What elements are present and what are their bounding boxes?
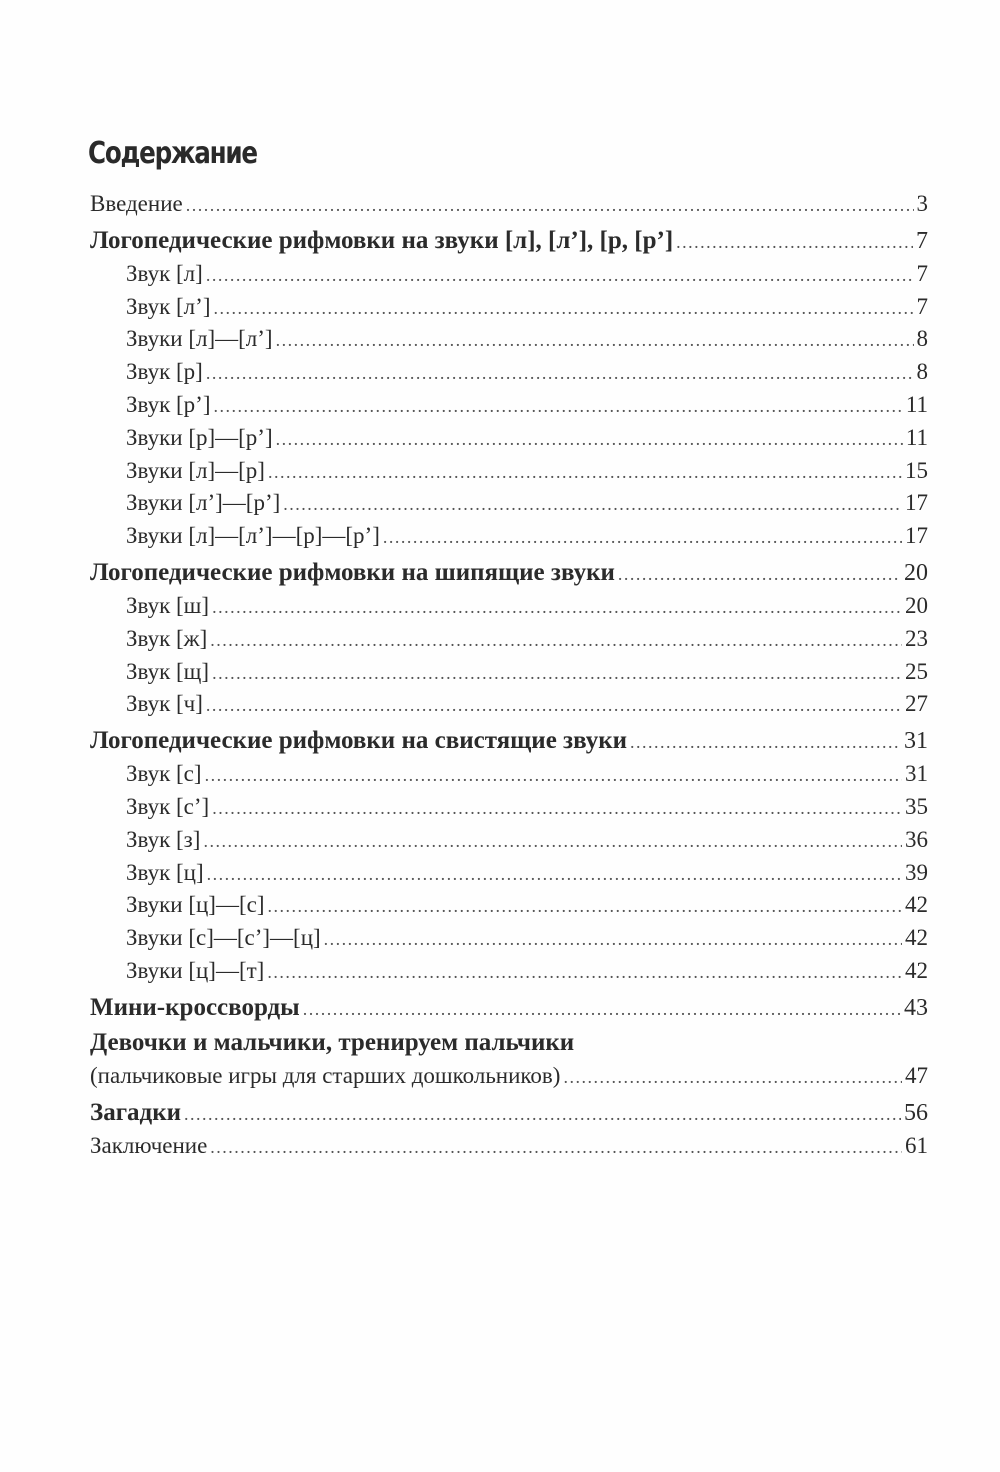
toc-entry-label: Заключение xyxy=(90,1132,208,1158)
toc-page-number: 25 xyxy=(905,658,928,684)
toc-entry xyxy=(90,723,928,758)
dot-leader xyxy=(630,725,901,760)
toc-page-number: 11 xyxy=(905,424,928,450)
toc-entry-label: Логопедические рифмовки на свистящие звуки xyxy=(90,727,628,755)
dot-leader xyxy=(618,557,901,592)
dot-leader xyxy=(267,890,902,923)
dot-leader xyxy=(210,624,902,657)
toc-entry-label: Девочки и мальчики, тренируем пальчики xyxy=(90,1028,575,1056)
dot-leader xyxy=(212,591,902,624)
toc-entry xyxy=(90,922,928,955)
toc-entry-label: Звук [ж] xyxy=(126,625,208,651)
dot-leader xyxy=(268,456,902,489)
toc-entry-label: Логопедические рифмовки на шипящие звуки xyxy=(90,558,615,586)
toc-entry-label: Звуки [л]—[л’] xyxy=(126,326,273,352)
toc-entry xyxy=(90,955,928,988)
dot-leader xyxy=(276,324,914,357)
toc-page-number: 31 xyxy=(905,761,928,787)
dot-leader xyxy=(186,189,914,222)
toc-page-number: 42 xyxy=(905,892,928,918)
dot-leader xyxy=(563,1061,902,1093)
toc-page-number: 35 xyxy=(905,793,928,819)
toc-entry-label: Звук [р’] xyxy=(126,391,211,417)
toc-page-number: 17 xyxy=(905,523,928,549)
toc-entry xyxy=(90,520,928,553)
toc-entry xyxy=(90,356,928,389)
toc-entry-label: Звук [ш] xyxy=(126,592,210,618)
toc-page-number: 36 xyxy=(905,826,928,852)
toc-entry-label: Мини-кроссворды xyxy=(90,993,300,1021)
toc-entry xyxy=(90,656,928,689)
dot-leader xyxy=(206,259,914,292)
dot-leader xyxy=(184,1097,901,1132)
toc-entry xyxy=(90,223,928,258)
dot-leader xyxy=(676,225,913,260)
toc-page-number: 8 xyxy=(916,359,928,385)
toc-entry-label: Загадки xyxy=(90,1098,182,1126)
dot-leader xyxy=(206,357,914,390)
toc-entry xyxy=(90,758,928,791)
toc-entry-label: Звук [л’] xyxy=(126,293,211,319)
dot-leader xyxy=(210,1131,902,1164)
toc-entry xyxy=(90,1095,928,1130)
page-title: Содержание xyxy=(88,136,257,171)
toc-entry xyxy=(90,487,928,520)
toc-entry-label: Звук [з] xyxy=(126,826,201,852)
toc-entry xyxy=(90,791,928,824)
toc-entry-label: Звуки [л’]—[р’] xyxy=(126,490,281,516)
dot-leader xyxy=(205,759,902,792)
toc-entry xyxy=(90,291,928,324)
toc-entry-label: Звуки [ц]—[т] xyxy=(126,957,265,983)
toc-entry-sublabel: (пальчиковые игры для старших дошкольников) xyxy=(90,1062,561,1088)
toc-entry xyxy=(90,688,928,721)
toc-page-number: 7 xyxy=(916,227,928,254)
dot-leader xyxy=(213,292,913,325)
toc-entry-label: Звук [л] xyxy=(126,260,203,286)
toc-entry xyxy=(90,422,928,455)
toc-page-number: 42 xyxy=(905,925,928,951)
toc-page-number: 27 xyxy=(905,691,928,717)
toc-page-number: 47 xyxy=(905,1062,928,1088)
dot-leader xyxy=(206,689,902,722)
toc-page-number: 17 xyxy=(905,490,928,516)
toc-entry-label: Звуки [ц]—[с] xyxy=(126,892,265,918)
dot-leader xyxy=(276,423,903,456)
dot-leader xyxy=(212,657,902,690)
dot-leader xyxy=(267,956,902,989)
toc-entry-label: Звуки [с]—[с’]—[ц] xyxy=(126,925,321,951)
toc-entry xyxy=(90,623,928,656)
dot-leader xyxy=(212,792,902,825)
dot-leader xyxy=(203,825,902,858)
toc-entry-label: Звуки [л]—[л’]—[р]—[р’] xyxy=(126,523,380,549)
toc-page-number: 61 xyxy=(905,1132,928,1158)
toc-page-number: 23 xyxy=(905,625,928,651)
toc-entry xyxy=(90,990,928,1025)
toc-entry-label: Звуки [р]—[р’] xyxy=(126,424,273,450)
toc-page-number: 11 xyxy=(905,391,928,417)
toc-page-number: 56 xyxy=(904,1099,928,1126)
toc-entries-tail xyxy=(90,1095,928,1163)
toc-entry xyxy=(90,455,928,488)
table-of-contents xyxy=(90,188,928,1163)
toc-page-number: 3 xyxy=(916,191,928,216)
toc-entry xyxy=(90,889,928,922)
toc-page-number: 8 xyxy=(916,326,928,352)
toc-entry xyxy=(90,323,928,356)
toc-entry-finger-games xyxy=(90,1025,928,1093)
toc-page-number: 20 xyxy=(904,559,928,586)
toc-page-number: 15 xyxy=(905,457,928,483)
toc-entry xyxy=(90,389,928,422)
dot-leader xyxy=(303,992,901,1027)
toc-entry xyxy=(90,1130,928,1163)
toc-entries xyxy=(90,188,928,1025)
toc-page-number: 42 xyxy=(905,957,928,983)
toc-entry-label: Звук [щ] xyxy=(126,658,210,684)
toc-entry xyxy=(90,555,928,590)
dot-leader xyxy=(383,521,902,554)
dot-leader xyxy=(207,858,902,891)
toc-entry-label: Звук [р] xyxy=(126,359,203,385)
toc-entry xyxy=(90,857,928,890)
toc-page-number: 39 xyxy=(905,859,928,885)
toc-entry xyxy=(90,590,928,623)
dot-leader xyxy=(283,488,902,521)
toc-entry xyxy=(90,258,928,291)
toc-entry-label: Звук [с] xyxy=(126,761,202,787)
toc-entry xyxy=(90,188,928,221)
toc-entry-label: Звук [ч] xyxy=(126,691,203,717)
toc-page-number: 31 xyxy=(904,728,928,755)
toc-page-number: 7 xyxy=(916,293,928,319)
toc-entry-label: Логопедические рифмовки на звуки [л], [л’], [р, [р’] xyxy=(90,226,674,254)
dot-leader xyxy=(214,390,903,423)
toc-entry-label: Звуки [л]—[р] xyxy=(126,457,265,483)
dot-leader xyxy=(324,923,902,956)
toc-entry-label: Звук [с’] xyxy=(126,793,210,819)
toc-entry xyxy=(90,824,928,857)
toc-page-number: 7 xyxy=(916,260,928,286)
toc-entry-label: Введение xyxy=(90,191,183,216)
toc-entry-label: Звук [ц] xyxy=(126,859,204,885)
toc-page-number: 43 xyxy=(904,994,928,1021)
toc-page-number: 20 xyxy=(905,592,928,618)
